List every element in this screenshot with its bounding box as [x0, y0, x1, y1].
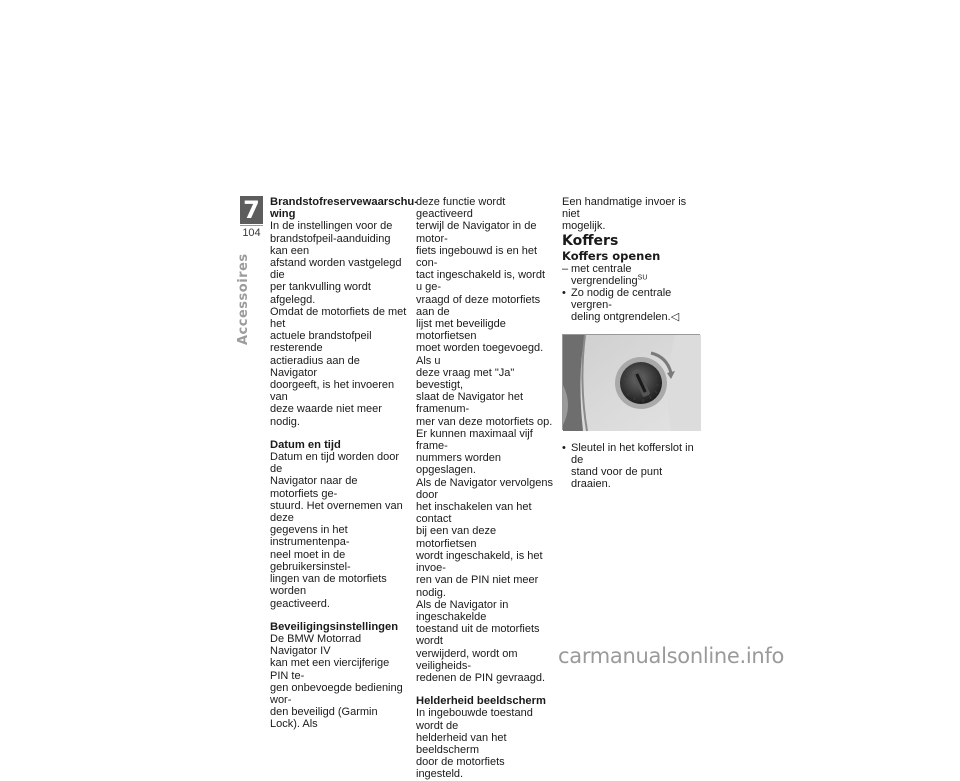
text-line: geactiveerd.: [270, 597, 330, 610]
text-line: mogelijk.: [562, 220, 606, 233]
text-line: Als de Navigator vervolgens door: [416, 476, 553, 501]
equipment-note: [562, 263, 702, 287]
paragraph-date-time: [270, 451, 408, 610]
text-line: stuurd. Het overnemen van deze: [270, 499, 403, 525]
text-line: deze functie wordt geactiveerd: [416, 196, 506, 221]
text-line: deling ontgrendelen.: [571, 311, 671, 324]
text-line: terwijl de Navigator in de motor-: [416, 220, 537, 245]
text-line: vraagd of deze motorfiets aan de: [416, 293, 541, 318]
text-line: Een handmatige invoer is niet: [562, 196, 687, 221]
text-line: ren van de PIN niet meer nodig.: [416, 574, 539, 599]
text-line: moet worden toegevoegd. Als u: [416, 342, 544, 367]
text-line: Zo nodig de centrale vergren-: [571, 287, 672, 312]
text-line: den beveiligd (Garmin Lock). Als: [270, 706, 378, 731]
text-line: deze vraag met "Ja" bevestigt,: [416, 366, 515, 392]
paragraph-display-brightness: [416, 707, 554, 780]
paragraph-manual-entry: [562, 196, 702, 233]
chapter-number-tab: 7: [240, 196, 263, 224]
text-line: Sleutel in het kofferslot in de: [571, 441, 694, 466]
text-line: Er kunnen maximaal vijf frame-: [416, 427, 533, 453]
list-item: [562, 442, 702, 491]
heading-date-time: Datum en tijd: [270, 438, 341, 451]
text-line: In ingebouwde toestand wordt de: [416, 707, 533, 732]
column-1: [270, 196, 418, 731]
equipment-text: met centrale vergrendeling: [571, 262, 638, 287]
heading-fuel-reserve: [270, 196, 418, 221]
text-line: actieradius aan de Navigator: [270, 354, 360, 379]
text-line: mer van deze motorfiets op.: [416, 415, 553, 428]
text-line: brandstofpeil-aanduiding kan een: [270, 232, 391, 257]
heading-cases: Koffers: [562, 232, 619, 249]
text-line: door de motorfiets ingesteld.: [416, 756, 505, 781]
page-number: 104: [240, 225, 263, 239]
text-line: kan met een viercijferige PIN te-: [270, 657, 390, 682]
watermark: carmanualsonline.info: [558, 644, 785, 668]
text-line: lingen van de motorfiets worden: [270, 573, 387, 598]
equipment-code: SU: [637, 274, 648, 282]
bullet-icon: •: [562, 441, 566, 454]
text-line: gegevens in het instrumentenpa-: [270, 524, 350, 549]
text-line: neel moet in de gebruikersinstel-: [270, 548, 351, 573]
heading-line-1: Brandstofreservewaarschu-: [270, 196, 418, 208]
column-2: [416, 196, 554, 781]
end-mark-icon: ◁: [670, 311, 680, 324]
column-3: [562, 196, 702, 490]
text-line: Navigator naar de motorfiets ge-: [270, 475, 358, 500]
case-lock-photo: [562, 334, 700, 430]
text-line: lijst met beveiligde motorfietsen: [416, 318, 506, 343]
heading-display-brightness: Helderheid beeldscherm: [416, 695, 546, 708]
heading-open-cases: Koffers openen: [562, 248, 661, 263]
text-line: deze waarde niet meer nodig.: [270, 403, 382, 428]
text-line: redenen de PIN gevraagd.: [416, 671, 546, 684]
heading-line-2: wing: [270, 208, 296, 221]
text-line: bij een van deze motorfietsen: [416, 525, 497, 550]
text-line: per tankvulling wordt afgelegd.: [270, 281, 371, 306]
paragraph-fuel-reserve: [270, 220, 408, 427]
text-line: afstand worden vastgelegd die: [270, 257, 402, 282]
text-line: wordt ingeschakeld, is het invoe-: [416, 549, 543, 575]
text-line: slaat de Navigator het framenum-: [416, 391, 524, 416]
list-item: [562, 287, 702, 324]
text-line: Als de Navigator in ingeschakelde: [416, 598, 509, 623]
bullet-icon: •: [562, 287, 566, 300]
text-line: verwijderd, wordt om veiligheids-: [416, 647, 518, 672]
text-line: het inschakelen van het contact: [416, 501, 532, 526]
heading-security: Beveiligingsinstellingen: [270, 620, 399, 633]
dash-icon: –: [562, 262, 569, 275]
text-line: actuele brandstofpeil resterende: [270, 330, 372, 355]
text-line: In de instellingen voor de: [270, 220, 393, 233]
text-line: De BMW Motorrad Navigator IV: [270, 632, 362, 658]
chapter-title-vertical: Accessoires: [236, 253, 251, 345]
text-line: Datum en tijd worden door de: [270, 451, 400, 476]
text-line: toestand uit de motorfiets wordt: [416, 623, 540, 648]
paragraph-security-continued: [416, 196, 554, 684]
text-line: stand voor de punt draaien.: [571, 466, 663, 491]
paragraph-security: [270, 633, 408, 731]
text-line: helderheid van het beeldscherm: [416, 731, 507, 756]
text-line: gen onbevoegde bediening wor-: [270, 681, 403, 706]
case-lock-illustration: [563, 335, 701, 431]
text-line: doorgeeft, is het invoeren van: [270, 379, 395, 404]
text-line: fiets ingebouwd is en het con-: [416, 244, 538, 270]
text-line: tact ingeschakeld is, wordt u ge-: [416, 269, 546, 294]
text-line: nummers worden opgeslagen.: [416, 452, 501, 477]
text-line: Omdat de motorfiets de met het: [270, 305, 407, 331]
